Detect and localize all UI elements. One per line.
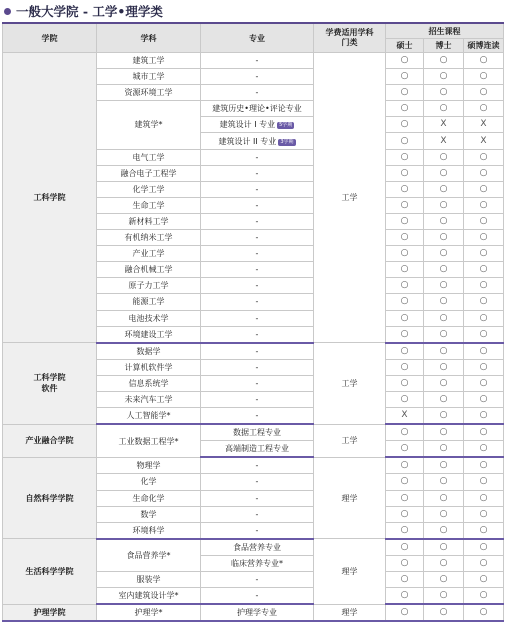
combined-mark: ○ bbox=[464, 474, 504, 490]
combined-mark: ○ bbox=[464, 85, 504, 101]
doctor-mark: ○ bbox=[424, 572, 464, 588]
header-fee-category: 学费适用学科门类 bbox=[314, 23, 386, 53]
doctor-mark: ○ bbox=[424, 262, 464, 278]
master-mark: ○ bbox=[386, 85, 424, 101]
combined-mark: ○ bbox=[464, 424, 504, 441]
major-cell bbox=[201, 133, 314, 149]
fee-category-cell: 工学 bbox=[314, 53, 386, 343]
subject-cell: 数学 bbox=[97, 506, 201, 522]
master-mark: ○ bbox=[386, 310, 424, 326]
subject-cell: 有机纳米工学 bbox=[97, 230, 201, 246]
combined-mark: ○ bbox=[464, 53, 504, 69]
combined-mark: ○ bbox=[464, 197, 504, 213]
bullet-dot-icon bbox=[4, 8, 11, 15]
combined-mark: ○ bbox=[464, 278, 504, 294]
master-mark: ○ bbox=[386, 133, 424, 149]
header-enroll: 招生课程 bbox=[386, 23, 504, 39]
college-name: 软件 bbox=[41, 384, 58, 394]
doctor-mark: ○ bbox=[424, 326, 464, 343]
college-cell bbox=[3, 53, 97, 343]
major-cell bbox=[201, 375, 314, 391]
subject-cell: 室内建筑设计学* bbox=[97, 588, 201, 605]
combined-mark: ○ bbox=[464, 262, 504, 278]
doctor-mark: ○ bbox=[424, 474, 464, 490]
doctor-mark: ○ bbox=[424, 246, 464, 262]
major-cell bbox=[201, 262, 314, 278]
college-name: 工科学院 bbox=[33, 193, 66, 203]
major-name: - bbox=[255, 329, 259, 339]
doctor-mark: ○ bbox=[424, 604, 464, 621]
table-row bbox=[3, 424, 504, 441]
college-cell bbox=[3, 539, 97, 604]
major-name: - bbox=[255, 216, 259, 226]
combined-mark: ○ bbox=[464, 181, 504, 197]
major-name: - bbox=[255, 56, 259, 66]
major-cell bbox=[201, 85, 314, 101]
master-mark: ○ bbox=[386, 424, 424, 441]
major-name: 数据工程专业 bbox=[233, 428, 281, 438]
subject-cell: 食品营养学* bbox=[97, 539, 201, 572]
major-cell bbox=[201, 343, 314, 360]
subject-cell: 城市工学 bbox=[97, 69, 201, 85]
doctor-mark: ○ bbox=[424, 213, 464, 229]
master-mark: ○ bbox=[386, 391, 424, 407]
major-cell bbox=[201, 165, 314, 181]
major-cell bbox=[201, 278, 314, 294]
doctor-mark: ○ bbox=[424, 359, 464, 375]
header-combined: 硕博连读 bbox=[464, 39, 504, 53]
subject-cell: 数据学 bbox=[97, 343, 201, 360]
major-name: - bbox=[255, 184, 259, 194]
major-name: - bbox=[255, 378, 259, 388]
master-mark: ○ bbox=[386, 506, 424, 522]
fee-category-cell: 理学 bbox=[314, 457, 386, 538]
doctor-mark: ○ bbox=[424, 391, 464, 407]
major-name: 建筑设计 I 专业 bbox=[219, 120, 276, 130]
fee-category-cell: 工学 bbox=[314, 424, 386, 457]
major-cell bbox=[201, 53, 314, 69]
doctor-mark: ○ bbox=[424, 278, 464, 294]
subject-cell: 新材料工学 bbox=[97, 213, 201, 229]
major-name: - bbox=[255, 313, 259, 323]
subject-cell: 信息系统学 bbox=[97, 375, 201, 391]
college-cell bbox=[3, 343, 97, 424]
doctor-mark: ○ bbox=[424, 375, 464, 391]
header-college: 学院 bbox=[3, 23, 97, 53]
table-row bbox=[3, 53, 504, 69]
subject-cell: 计算机软件学 bbox=[97, 359, 201, 375]
master-mark: ○ bbox=[386, 213, 424, 229]
semester-badge: 5学期 bbox=[279, 122, 293, 129]
master-mark: ○ bbox=[386, 117, 424, 133]
college-name: 工科学院 bbox=[33, 373, 66, 383]
table-row bbox=[3, 343, 504, 360]
major-cell bbox=[201, 101, 314, 117]
combined-mark: ○ bbox=[464, 359, 504, 375]
subject-cell: 资源环境工学 bbox=[97, 85, 201, 101]
doctor-mark: ○ bbox=[424, 181, 464, 197]
master-mark: X bbox=[386, 408, 424, 425]
subject-cell: 工业数据工程学* bbox=[97, 424, 201, 457]
subject-cell: 建筑学* bbox=[97, 101, 201, 149]
major-cell bbox=[201, 359, 314, 375]
college-cell bbox=[3, 457, 97, 538]
doctor-mark: ○ bbox=[424, 424, 464, 441]
master-mark: ○ bbox=[386, 230, 424, 246]
combined-mark: ○ bbox=[464, 604, 504, 621]
combined-mark: ○ bbox=[464, 310, 504, 326]
subject-cell: 建筑工学 bbox=[97, 53, 201, 69]
major-cell bbox=[201, 391, 314, 407]
major-cell bbox=[201, 604, 314, 621]
combined-mark: ○ bbox=[464, 522, 504, 539]
combined-mark: ○ bbox=[464, 294, 504, 310]
major-cell bbox=[201, 474, 314, 490]
major-name: - bbox=[255, 72, 259, 82]
combined-mark: ○ bbox=[464, 441, 504, 458]
master-mark: ○ bbox=[386, 294, 424, 310]
master-mark: ○ bbox=[386, 457, 424, 474]
subject-cell: 生命工学 bbox=[97, 197, 201, 213]
combined-mark: ○ bbox=[464, 408, 504, 425]
major-name: - bbox=[255, 362, 259, 372]
combined-mark: ○ bbox=[464, 230, 504, 246]
combined-mark: ○ bbox=[464, 101, 504, 117]
major-cell bbox=[201, 555, 314, 571]
doctor-mark: ○ bbox=[424, 85, 464, 101]
table-row bbox=[3, 539, 504, 556]
master-mark: ○ bbox=[386, 375, 424, 391]
major-name: - bbox=[255, 281, 259, 291]
doctor-mark: ○ bbox=[424, 197, 464, 213]
major-cell bbox=[201, 197, 314, 213]
combined-mark: ○ bbox=[464, 246, 504, 262]
subject-cell: 电气工学 bbox=[97, 149, 201, 165]
major-cell bbox=[201, 539, 314, 556]
major-name: 临床营养专业* bbox=[231, 558, 283, 568]
doctor-mark: ○ bbox=[424, 101, 464, 117]
major-name: 护理学专业 bbox=[237, 608, 277, 618]
major-name: 高端制造工程专业 bbox=[225, 444, 289, 454]
doctor-mark: ○ bbox=[424, 588, 464, 605]
college-name: 自然科学学院 bbox=[25, 493, 74, 503]
master-mark: ○ bbox=[386, 197, 424, 213]
major-cell bbox=[201, 294, 314, 310]
major-name: - bbox=[255, 168, 259, 178]
subject-cell: 未来汽车工学 bbox=[97, 391, 201, 407]
major-cell bbox=[201, 588, 314, 605]
major-cell bbox=[201, 310, 314, 326]
subject-cell: 产业工学 bbox=[97, 246, 201, 262]
doctor-mark: ○ bbox=[424, 294, 464, 310]
fee-category-cell: 工学 bbox=[314, 343, 386, 424]
combined-mark: X bbox=[464, 117, 504, 133]
doctor-mark: ○ bbox=[424, 165, 464, 181]
major-name: - bbox=[255, 591, 259, 601]
major-name: - bbox=[255, 493, 259, 503]
subject-cell: 人工智能学* bbox=[97, 408, 201, 425]
doctor-mark: ○ bbox=[424, 457, 464, 474]
combined-mark: ○ bbox=[464, 69, 504, 85]
major-name: - bbox=[255, 461, 259, 471]
master-mark: ○ bbox=[386, 474, 424, 490]
major-name: - bbox=[255, 395, 259, 405]
header-master: 硕士 bbox=[386, 39, 424, 53]
subject-cell: 原子力工学 bbox=[97, 278, 201, 294]
subject-cell: 服装学 bbox=[97, 572, 201, 588]
master-mark: ○ bbox=[386, 572, 424, 588]
combined-mark: X bbox=[464, 133, 504, 149]
master-mark: ○ bbox=[386, 246, 424, 262]
major-name: - bbox=[255, 346, 259, 356]
combined-mark: ○ bbox=[464, 506, 504, 522]
subject-cell: 物理学 bbox=[97, 457, 201, 474]
doctor-mark: ○ bbox=[424, 441, 464, 458]
doctor-mark: ○ bbox=[424, 53, 464, 69]
master-mark: ○ bbox=[386, 539, 424, 556]
major-cell bbox=[201, 246, 314, 262]
table-row bbox=[3, 604, 504, 621]
combined-mark: ○ bbox=[464, 572, 504, 588]
doctor-mark: ○ bbox=[424, 555, 464, 571]
major-cell bbox=[201, 490, 314, 506]
major-cell bbox=[201, 408, 314, 425]
major-cell bbox=[201, 181, 314, 197]
major-cell bbox=[201, 213, 314, 229]
subject-cell: 环境科学 bbox=[97, 522, 201, 539]
subject-cell: 护理学* bbox=[97, 604, 201, 621]
major-name: - bbox=[255, 509, 259, 519]
master-mark: ○ bbox=[386, 326, 424, 343]
major-cell bbox=[201, 572, 314, 588]
table-row bbox=[3, 457, 504, 474]
subject-cell: 化学工学 bbox=[97, 181, 201, 197]
master-mark: ○ bbox=[386, 101, 424, 117]
college-name: 产业融合学院 bbox=[25, 436, 74, 446]
doctor-mark: ○ bbox=[424, 408, 464, 425]
master-mark: ○ bbox=[386, 555, 424, 571]
doctor-mark: ○ bbox=[424, 343, 464, 360]
major-cell bbox=[201, 117, 314, 133]
combined-mark: ○ bbox=[464, 165, 504, 181]
subject-cell: 环境建设工学 bbox=[97, 326, 201, 343]
college-name: 护理学院 bbox=[33, 607, 66, 617]
combined-mark: ○ bbox=[464, 213, 504, 229]
master-mark: ○ bbox=[386, 165, 424, 181]
combined-mark: ○ bbox=[464, 149, 504, 165]
page-title bbox=[0, 0, 505, 22]
major-name: - bbox=[255, 200, 259, 210]
master-mark: ○ bbox=[386, 604, 424, 621]
major-name: - bbox=[255, 88, 259, 98]
master-mark: ○ bbox=[386, 343, 424, 360]
subject-cell: 融合电子工程学 bbox=[97, 165, 201, 181]
combined-mark: ○ bbox=[464, 375, 504, 391]
college-cell bbox=[3, 604, 97, 621]
college-cell bbox=[3, 424, 97, 457]
doctor-mark: X bbox=[424, 117, 464, 133]
major-name: - bbox=[255, 411, 259, 421]
combined-mark: ○ bbox=[464, 391, 504, 407]
doctor-mark: ○ bbox=[424, 69, 464, 85]
fee-category-cell: 理学 bbox=[314, 604, 386, 621]
header-doctor: 博士 bbox=[424, 39, 464, 53]
semester-badge: 3学期 bbox=[280, 138, 294, 145]
doctor-mark: ○ bbox=[424, 310, 464, 326]
master-mark: ○ bbox=[386, 441, 424, 458]
combined-mark: ○ bbox=[464, 555, 504, 571]
major-cell bbox=[201, 326, 314, 343]
major-cell bbox=[201, 457, 314, 474]
page-title-text: 一般大学院 - 工学•理学类 bbox=[16, 4, 163, 19]
header-major: 专业 bbox=[201, 23, 314, 53]
doctor-mark: ○ bbox=[424, 539, 464, 556]
major-cell bbox=[201, 441, 314, 458]
subject-cell: 生命化学 bbox=[97, 490, 201, 506]
combined-mark: ○ bbox=[464, 490, 504, 506]
doctor-mark: ○ bbox=[424, 506, 464, 522]
major-name: 建筑设计 II 专业 bbox=[218, 136, 277, 146]
subject-cell: 融合机械工学 bbox=[97, 262, 201, 278]
master-mark: ○ bbox=[386, 181, 424, 197]
major-name: 食品营养专业 bbox=[233, 542, 281, 552]
combined-mark: ○ bbox=[464, 539, 504, 556]
major-cell bbox=[201, 522, 314, 539]
major-cell bbox=[201, 506, 314, 522]
major-name: - bbox=[255, 265, 259, 275]
master-mark: ○ bbox=[386, 490, 424, 506]
program-table-body bbox=[3, 53, 504, 622]
master-mark: ○ bbox=[386, 588, 424, 605]
header-subject: 学科 bbox=[97, 23, 201, 53]
doctor-mark: ○ bbox=[424, 490, 464, 506]
combined-mark: ○ bbox=[464, 588, 504, 605]
college-name: 生活科学学院 bbox=[25, 567, 74, 576]
doctor-mark: ○ bbox=[424, 230, 464, 246]
master-mark: ○ bbox=[386, 69, 424, 85]
master-mark: ○ bbox=[386, 53, 424, 69]
subject-cell: 电池技术学 bbox=[97, 310, 201, 326]
major-name: - bbox=[255, 477, 259, 487]
master-mark: ○ bbox=[386, 522, 424, 539]
fee-category-cell: 理学 bbox=[314, 539, 386, 604]
major-cell bbox=[201, 424, 314, 441]
subject-cell: 化学 bbox=[97, 474, 201, 490]
major-cell bbox=[201, 69, 314, 85]
doctor-mark: X bbox=[424, 133, 464, 149]
doctor-mark: ○ bbox=[424, 149, 464, 165]
major-name: - bbox=[255, 249, 259, 259]
major-name: - bbox=[255, 297, 259, 307]
master-mark: ○ bbox=[386, 359, 424, 375]
combined-mark: ○ bbox=[464, 457, 504, 474]
combined-mark: ○ bbox=[464, 326, 504, 343]
major-cell bbox=[201, 230, 314, 246]
doctor-mark: ○ bbox=[424, 522, 464, 539]
major-name: 建筑历史•理论•评论专业 bbox=[212, 104, 302, 114]
major-name: - bbox=[255, 233, 259, 243]
combined-mark: ○ bbox=[464, 343, 504, 360]
major-cell bbox=[201, 149, 314, 165]
major-name: - bbox=[255, 152, 259, 162]
subject-cell: 能源工学 bbox=[97, 294, 201, 310]
master-mark: ○ bbox=[386, 278, 424, 294]
major-name: - bbox=[255, 575, 259, 585]
master-mark: ○ bbox=[386, 262, 424, 278]
master-mark: ○ bbox=[386, 149, 424, 165]
major-name: - bbox=[255, 525, 259, 535]
program-table bbox=[2, 22, 504, 622]
